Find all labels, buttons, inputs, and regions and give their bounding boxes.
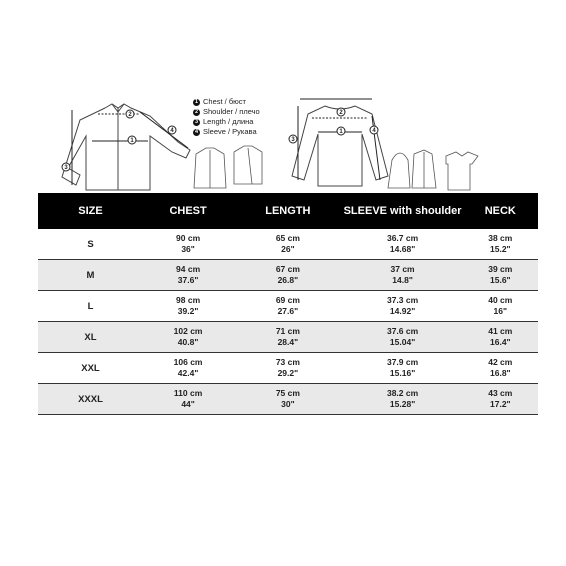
neck-cm-value: 40 cm <box>488 295 513 305</box>
legend-number: 1 <box>194 98 199 105</box>
chest-inch-value: 44" <box>181 399 195 409</box>
length-inch-value: 28.4" <box>277 337 299 347</box>
header-neck: NECK <box>463 193 538 229</box>
shirt-outline-icon <box>62 104 190 190</box>
neck-cell <box>463 353 538 384</box>
measurement-legend <box>193 97 260 137</box>
neck-cell <box>463 322 538 353</box>
chest-inch-value: 40.8" <box>177 337 199 347</box>
sleeve-cm-value: 37.9 cm <box>386 357 419 367</box>
size-cell: XXL <box>81 362 100 374</box>
chest-cm-value: 94 cm <box>176 264 201 274</box>
sleeve-cell <box>343 291 463 322</box>
chest-cm-value: 102 cm <box>173 326 203 336</box>
sleeve-cell <box>343 384 463 415</box>
header-chest: CHEST <box>143 193 233 229</box>
legend-label: Shoulder / плечо <box>203 107 260 116</box>
sleeve-inch-value: 15.28" <box>389 399 416 409</box>
length-cm-value: 75 cm <box>275 388 300 398</box>
leather-jacket-icon <box>234 146 262 184</box>
svg-text:2: 2 <box>128 112 132 119</box>
length-cell <box>233 353 342 384</box>
sleeve-cm-value: 37.6 cm <box>386 326 419 336</box>
chest-cm-value: 106 cm <box>173 357 203 367</box>
neck-cm-value: 38 cm <box>488 233 513 243</box>
sweater-marker-badges <box>289 108 378 143</box>
legend-number: 3 <box>194 118 199 125</box>
legend-item <box>193 127 260 137</box>
length-cell <box>233 322 342 353</box>
length-cell <box>233 384 342 415</box>
length-cm-value: 73 cm <box>275 357 300 367</box>
size-cell: XXXL <box>38 384 143 415</box>
neck-cm-value: 43 cm <box>488 388 513 398</box>
length-cm-value: 71 cm <box>275 326 300 336</box>
chest-cell <box>143 322 233 353</box>
chest-cm-value: 90 cm <box>176 233 201 243</box>
neck-inch-value: 15.2" <box>490 244 511 254</box>
sleeve-cm-value: 36.7 cm <box>386 233 419 243</box>
chest-inch-value: 36" <box>181 244 195 254</box>
legend-item <box>193 117 260 127</box>
sleeve-cell <box>343 260 463 291</box>
size-chart-table <box>38 193 538 415</box>
shirt-measurement-diagram <box>0 0 566 200</box>
cardigan-icon <box>412 150 436 188</box>
table-row <box>38 384 538 415</box>
svg-text:3: 3 <box>291 137 295 144</box>
chest-cell <box>143 229 233 260</box>
chest-cell <box>143 384 233 415</box>
header-sleeve: SLEEVE with shoulder <box>343 193 463 229</box>
size-cell: L <box>87 300 94 312</box>
header-size: SIZE <box>38 193 143 229</box>
sleeve-marker-line <box>140 112 188 148</box>
svg-text:4: 4 <box>170 128 174 135</box>
chest-cm-value: 110 cm <box>173 388 203 398</box>
size-chart-header <box>38 193 538 229</box>
length-cm-value: 69 cm <box>275 295 300 305</box>
size-cell: S <box>87 238 94 250</box>
svg-text:1: 1 <box>339 129 343 136</box>
sleeve-cell <box>343 322 463 353</box>
legend-label: Length / длина <box>203 117 254 126</box>
hoodie-icon <box>388 153 410 188</box>
length-cell <box>233 291 342 322</box>
sleeve-cm-value: 37 cm <box>390 264 415 274</box>
sleeve-cm-value: 38.2 cm <box>386 388 419 398</box>
sleeve-cell <box>343 353 463 384</box>
neck-cell <box>463 291 538 322</box>
neck-inch-value: 15.6" <box>490 275 511 285</box>
denim-jacket-icon <box>194 148 226 188</box>
sleeve-inch-value: 15.16" <box>389 368 416 378</box>
tshirt-icon <box>446 152 478 190</box>
table-row <box>38 260 538 291</box>
length-cell <box>233 260 342 291</box>
chest-cell <box>143 260 233 291</box>
sleeve-inch-value: 15.04" <box>389 337 416 347</box>
chest-cell <box>143 291 233 322</box>
length-inch-value: 26" <box>281 244 295 254</box>
chest-cm-value: 98 cm <box>176 295 201 305</box>
table-row <box>38 229 538 260</box>
chest-inch-value: 42.4" <box>177 368 199 378</box>
table-row <box>38 322 538 353</box>
table-row <box>38 291 538 322</box>
neck-inch-value: 16.4" <box>490 337 511 347</box>
sleeve-cm-value: 37.3 cm <box>386 295 419 305</box>
legend-item <box>193 107 260 117</box>
neck-inch-value: 16.8" <box>490 368 511 378</box>
neck-cm-value: 42 cm <box>488 357 513 367</box>
sleeve-inch-value: 14.92" <box>389 306 416 316</box>
neck-cm-value: 41 cm <box>488 326 513 336</box>
neck-inch-value: 16" <box>493 306 508 316</box>
neck-cm-value: 39 cm <box>488 264 513 274</box>
chest-inch-value: 39.2" <box>177 306 199 316</box>
sleeve-inch-value: 14.8" <box>392 275 413 285</box>
chest-inch-value: 37.6" <box>177 275 199 285</box>
neck-cell <box>463 229 538 260</box>
svg-text:1: 1 <box>130 138 134 145</box>
length-cell <box>233 229 342 260</box>
svg-text:3: 3 <box>64 165 68 172</box>
legend-item <box>193 97 260 107</box>
legend-number: 2 <box>194 108 199 115</box>
legend-label: Sleeve / Рукава <box>203 127 257 136</box>
chest-cell <box>143 353 233 384</box>
legend-label: Chest / бюст <box>203 97 246 106</box>
neck-cell <box>463 384 538 415</box>
size-chart-body <box>38 229 538 415</box>
legend-number: 4 <box>194 128 199 135</box>
svg-text:4: 4 <box>372 128 376 135</box>
neck-cell <box>463 260 538 291</box>
svg-text:2: 2 <box>339 110 343 117</box>
length-inch-value: 30" <box>281 399 295 409</box>
header-length: LENGTH <box>233 193 342 229</box>
table-row <box>38 353 538 384</box>
length-inch-value: 27.6" <box>277 306 299 316</box>
size-cell: M <box>38 260 143 291</box>
length-cm-value: 67 cm <box>275 264 300 274</box>
size-cell: XL <box>38 322 143 353</box>
length-inch-value: 26.8" <box>277 275 299 285</box>
sleeve-cell <box>343 229 463 260</box>
sleeve-inch-value: 14.68" <box>389 244 416 254</box>
measurement-diagrams <box>0 0 566 200</box>
length-inch-value: 29.2" <box>277 368 299 378</box>
neck-inch-value: 17.2" <box>490 399 511 409</box>
length-cm-value: 65 cm <box>275 233 300 243</box>
